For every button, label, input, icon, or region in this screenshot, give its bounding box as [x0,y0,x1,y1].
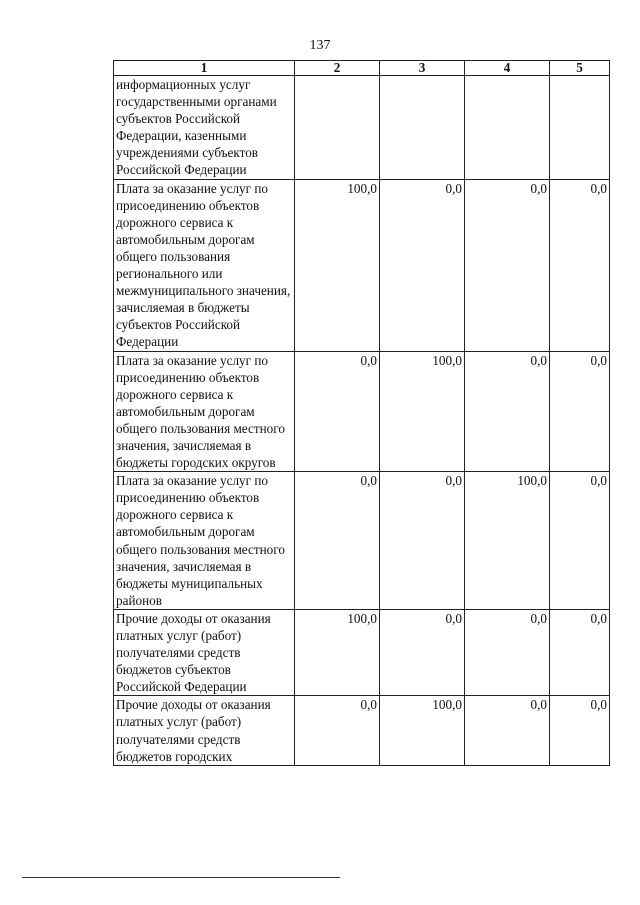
value-cell: 0,0 [380,472,465,610]
value-cell [295,76,380,180]
value-cell: 100,0 [380,696,465,765]
value-cell: 0,0 [550,609,610,695]
value-cell [380,76,465,180]
footnote-separator-line [22,877,340,878]
row-label: Прочие доходы от оказания платных услуг (работ) получателями средств бюджетов субъектов Российской Федерации [114,609,295,695]
table-row [114,179,610,351]
column-header: 4 [465,61,550,76]
value-cell: 0,0 [380,179,465,351]
table-header-row [114,61,610,76]
value-cell: 0,0 [465,696,550,765]
value-cell: 0,0 [295,696,380,765]
table-row [114,351,610,472]
value-cell: 0,0 [550,179,610,351]
table-row [114,696,610,765]
value-cell: 0,0 [550,472,610,610]
value-cell: 0,0 [465,609,550,695]
value-cell [465,76,550,180]
row-label: Плата за оказание услуг по присоединению объектов дорожного сервиса к автомобильным дорогам общего пользования местного значения, зачисляемая в бюджеты муниципальных районов [114,472,295,610]
value-cell: 0,0 [380,609,465,695]
row-label: Плата за оказание услуг по присоединению объектов дорожного сервиса к автомобильным дорогам общего пользования местного значения, зачисляемая в бюджеты городских округов [114,351,295,472]
value-cell: 0,0 [465,351,550,472]
revenue-distribution-table [113,60,610,766]
row-label: Прочие доходы от оказания платных услуг (работ) получателями средств бюджетов городских [114,696,295,765]
value-cell: 0,0 [465,179,550,351]
value-cell: 100,0 [295,609,380,695]
value-cell [550,76,610,180]
value-cell: 100,0 [380,351,465,472]
table-row [114,76,610,180]
column-header: 5 [550,61,610,76]
value-cell: 0,0 [550,696,610,765]
value-cell: 0,0 [550,351,610,472]
value-cell: 0,0 [295,351,380,472]
row-label: информационных услуг государственными органами субъектов Российской Федерации, казенными учреждениями субъектов Российской Федерации [114,76,295,180]
value-cell: 0,0 [295,472,380,610]
value-cell: 100,0 [295,179,380,351]
row-label: Плата за оказание услуг по присоединению объектов дорожного сервиса к автомобильным дорогам общего пользования регионального или межмуниципального значения, зачисляемая в бюджеты субъектов Российской Федерации [114,179,295,351]
table-row [114,609,610,695]
column-header: 1 [114,61,295,76]
column-header: 2 [295,61,380,76]
page-number: 137 [309,38,331,53]
value-cell: 100,0 [465,472,550,610]
table-row [114,472,610,610]
column-header: 3 [380,61,465,76]
